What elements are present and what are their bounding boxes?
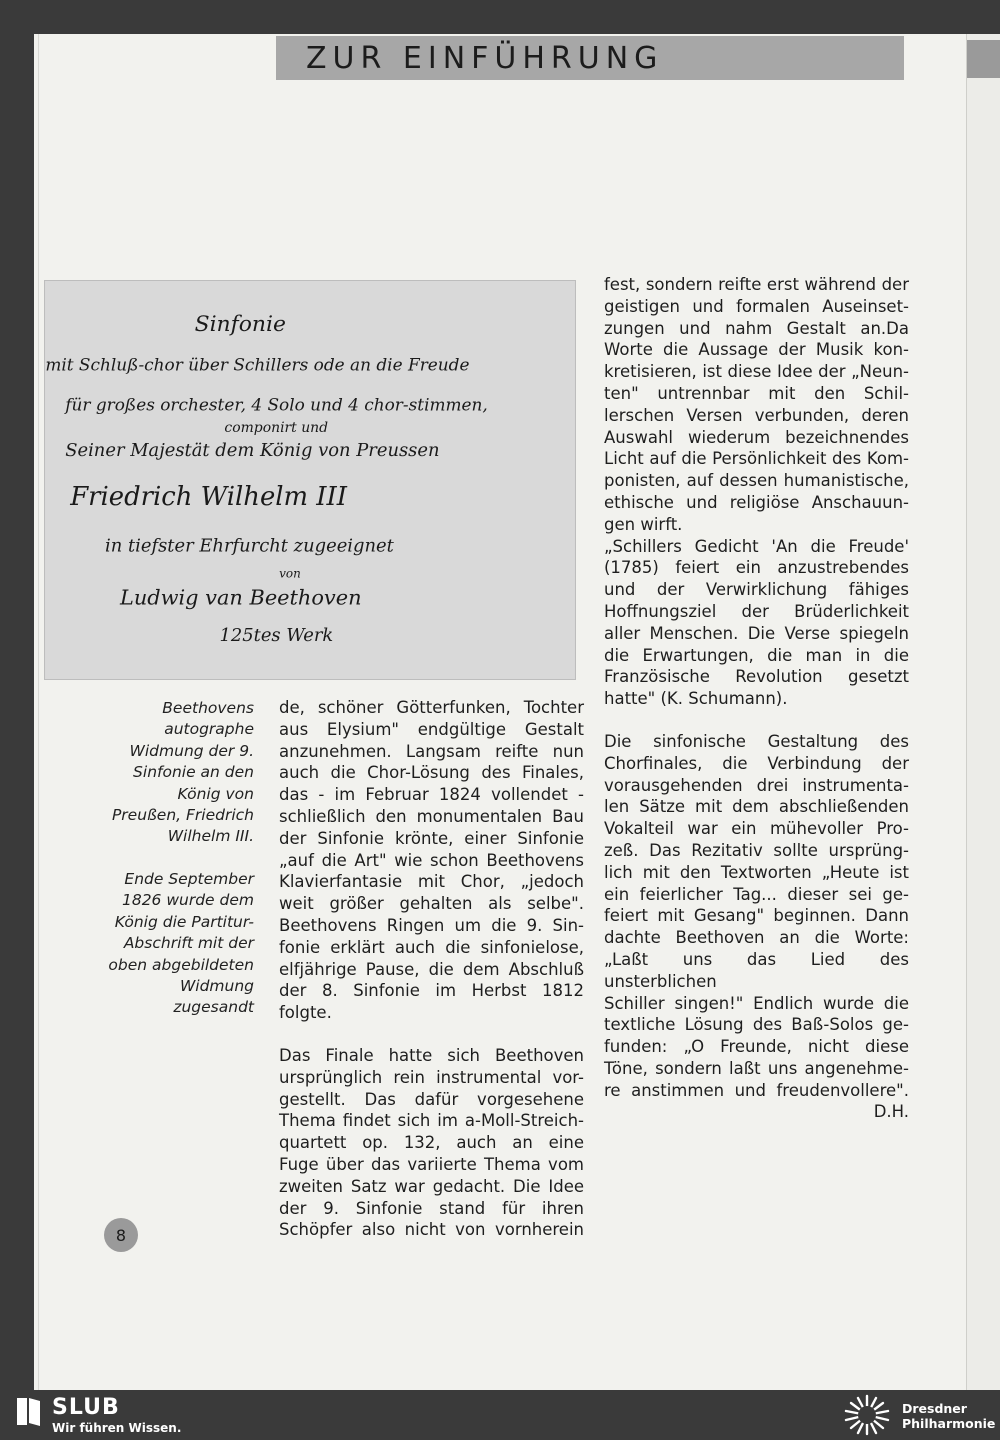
text-line: aller Menschen. Die Verse spiegeln <box>604 623 909 643</box>
caption-line: Wilhelm III. <box>167 827 254 846</box>
text-line: Französische Revolution gesetzt <box>604 667 909 687</box>
caption-line: Preußen, Friedrich <box>111 806 254 825</box>
paragraph <box>279 1045 584 1241</box>
text-line: (1785) feiert ein anzustrebendes <box>604 558 909 578</box>
text-line: schließlich den monumentalen Bau <box>279 806 584 826</box>
section-title: ZUR EINFÜHRUNG <box>306 40 664 76</box>
library-name[interactable]: SLUB <box>52 1395 120 1420</box>
text-line: Worte die Aussage der Musik kon- <box>604 340 909 360</box>
manuscript-line: Friedrich Wilhelm III <box>70 481 347 512</box>
text-line: „auf die Art" wie schon Beethovens <box>279 850 584 870</box>
text-line: ten" untrennbar mit den Schil- <box>604 383 909 403</box>
caption-line: Sinfonie an den <box>133 763 254 782</box>
text-line: zungen und nahm Gestalt an.Da <box>604 318 909 338</box>
text-line: geistigen und formalen Auseinset- <box>604 296 909 316</box>
text-line: dachte Beethoven an die Worte: <box>604 928 909 948</box>
text-line: lerschen Versen verbunden, deren <box>604 405 909 425</box>
text-line: lich mit den Textworten „Heute ist <box>604 862 909 882</box>
paragraph <box>604 731 909 1123</box>
text-line: ethische und religiöse Anschauun- <box>604 492 909 512</box>
text-line: „Laßt uns das Lied des unsterblichen <box>604 949 909 991</box>
paragraph <box>604 274 909 536</box>
text-line: auch die Chor-Lösung des Finales, <box>279 763 584 783</box>
image-caption-note <box>74 869 254 1019</box>
text-line: Das Finale hatte sich Beethoven <box>279 1045 584 1065</box>
facing-page-header-bar <box>967 40 1000 78</box>
caption-line: autographe <box>164 720 254 739</box>
partner-logo-text[interactable] <box>902 1401 995 1431</box>
text-line: Die sinfonische Gestaltung des <box>604 731 909 751</box>
text-line: Beethovens Ringen um die 9. Sin- <box>279 915 584 935</box>
text-line: Schiller singen!" Endlich wurde die <box>604 993 909 1013</box>
caption-line: Widmung <box>179 977 254 996</box>
text-line: elfjährige Pause, die dem Abschluß <box>279 959 584 979</box>
manuscript-line: 125tes Werk <box>219 625 334 647</box>
manuscript-facsimile <box>44 280 576 680</box>
text-line: Vokalteil war ein mühevoller Pro- <box>604 819 909 839</box>
text-line: ponisten, auf dessen humanistische, <box>604 471 909 491</box>
text-line: der Sinfonie krönte, einer Sinfonie <box>279 828 584 848</box>
caption-line: Widmung der 9. <box>129 741 254 760</box>
text-line: textliche Lösung des Baß-Solos ge- <box>604 1015 909 1035</box>
text-line: quartett op. 132, auch an eine <box>279 1133 584 1153</box>
partner-name-line1: Dresdner <box>902 1401 967 1416</box>
text-line: folgte. <box>279 1003 332 1023</box>
text-line: hatte" (K. Schumann). <box>604 689 788 709</box>
text-line: Schöpfer also nicht von vornherein <box>279 1220 584 1240</box>
text-line: re anstimmen und freudenvollere". <box>604 1080 909 1100</box>
text-line: ein feierlicher Tag... dieser sei ge- <box>604 884 909 904</box>
caption-line: zugesandt <box>173 998 254 1017</box>
text-line: anzunehmen. Langsam reifte nun <box>279 741 584 761</box>
text-line: ursprünglich rein instrumental vor- <box>279 1067 584 1087</box>
image-caption <box>74 698 254 848</box>
text-line: der 8. Sinfonie im Herbst 1812 <box>279 981 584 1001</box>
page-edge-line <box>38 34 39 1390</box>
text-line: die Erwartungen, die man in die <box>604 645 909 665</box>
text-line: Hoffnungsziel der Brüderlichkeit <box>604 601 909 621</box>
text-line: gen wirft. <box>604 514 683 534</box>
manuscript-line: mit Schluß-chor über Schillers ode an die Freude <box>45 354 470 375</box>
text-line: vorausgehenden drei instrumenta- <box>604 775 909 795</box>
manuscript-line: Ludwig van Beethoven <box>119 585 362 610</box>
text-column-middle <box>279 697 584 1241</box>
text-line: Auswahl wiederum bezeichnendes <box>604 427 909 447</box>
text-line: Klavierfantasie mit Chor, „jedoch <box>279 872 584 892</box>
text-line: Thema findet sich im a-Moll-Streich- <box>279 1111 584 1131</box>
author-signature: D.H. <box>873 1102 909 1122</box>
text-line: Licht auf die Persönlichkeit des Kom- <box>604 449 909 469</box>
text-line: zweiten Satz war gedacht. Die Idee <box>279 1176 584 1196</box>
partner-name-line2: Philharmonie <box>902 1416 996 1431</box>
text-line: Chorfinales, die Verbindung der <box>604 753 909 773</box>
text-line: aus Elysium" endgültige Gestalt <box>279 719 584 739</box>
text-line: gestellt. Das dafür vorgesehene <box>279 1089 584 1109</box>
library-tagline: Wir führen Wissen. <box>52 1421 182 1435</box>
section-header-bar <box>276 36 904 80</box>
text-line: fest, sondern reifte erst während der <box>604 275 909 294</box>
text-line: fonie erklärt auch die sinfonielose, <box>279 937 584 957</box>
caption-line: Abschrift mit der <box>123 934 254 953</box>
footer-bar <box>0 1390 1000 1440</box>
caption-line: Ende September <box>124 870 254 888</box>
text-line: kretisieren, ist diese Idee der „Neun- <box>604 362 909 382</box>
manuscript-line: in tiefster Ehrfurcht zugeeignet <box>105 535 394 557</box>
text-line: der 9. Sinfonie stand für ihren <box>279 1198 584 1218</box>
text-line: Töne, sondern laßt uns angenehme- <box>604 1058 909 1078</box>
text-line: len Sätze mit dem abschließenden <box>604 797 909 817</box>
caption-line: König die Partitur- <box>114 912 254 931</box>
manuscript-line: von <box>279 566 301 581</box>
text-line: und der Verwirklichung fähiges <box>604 580 909 600</box>
text-column-right <box>604 274 909 1123</box>
book-icon <box>16 1397 42 1427</box>
text-line: weit größer gehalten als selbe". <box>279 894 584 914</box>
text-line: funden: „O Freunde, nicht diese <box>604 1037 909 1057</box>
text-line: feiert mit Gesang" beginnen. Dann <box>604 906 909 926</box>
caption-line: König von <box>177 784 254 803</box>
facing-page-edge <box>966 34 1000 1390</box>
sunburst-logo-icon <box>842 1394 892 1436</box>
caption-line: oben abgebildeten <box>108 955 254 974</box>
caption-line: Beethovens <box>162 699 254 717</box>
paragraph <box>604 536 909 710</box>
page-number-badge: 8 <box>104 1218 138 1252</box>
manuscript-line: componirt und <box>224 420 329 437</box>
text-line: zeß. Das Rezitativ sollte ursprüng- <box>604 840 909 860</box>
text-line: de, schöner Götterfunken, Tochter <box>279 698 584 717</box>
caption-line: 1826 wurde dem <box>121 891 254 910</box>
manuscript-line: für großes orchester, 4 Solo und 4 chor-stimmen, <box>65 394 488 415</box>
text-line: das - im Februar 1824 vollendet - <box>279 785 584 805</box>
manuscript-line: Sinfonie <box>194 311 286 337</box>
text-line: „Schillers Gedicht 'An die Freude' <box>604 536 909 556</box>
paragraph <box>279 697 584 1024</box>
manuscript-line: Seiner Majestät dem König von Preussen <box>65 440 440 462</box>
text-line: Fuge über das variierte Thema vom <box>279 1154 584 1174</box>
